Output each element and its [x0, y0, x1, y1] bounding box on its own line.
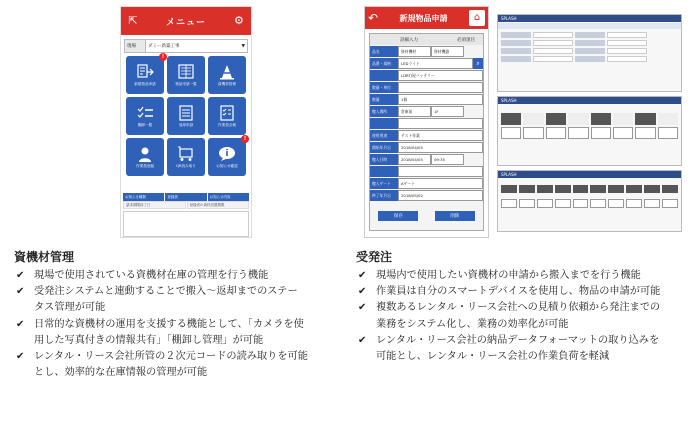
notice-cell: 請求期限終了日	[123, 201, 186, 209]
form-row	[370, 118, 483, 129]
field-label: 使用用途	[370, 130, 398, 141]
tile-return[interactable]	[167, 97, 205, 135]
field-input[interactable]	[398, 118, 483, 129]
worker-icon	[136, 146, 154, 162]
menu-tiles	[121, 53, 251, 176]
desktop-app-bar: SPLASH	[498, 171, 681, 178]
notice-table-row[interactable]	[123, 201, 249, 209]
field-select[interactable]: 資材機器	[431, 46, 464, 57]
notice-body	[123, 211, 249, 237]
notice-icon	[218, 146, 236, 162]
check-icon: ✔	[358, 286, 367, 298]
desktop-list-grid	[498, 182, 681, 196]
field-input[interactable]	[398, 166, 483, 177]
form-row	[370, 190, 483, 201]
tile-label: 物品申請一覧	[175, 81, 197, 86]
field-label	[370, 166, 398, 177]
field-label: 搬入ゲート	[370, 178, 398, 189]
notice-col-header: お知らせ内容	[208, 193, 249, 201]
exit-icon[interactable]: ⇱	[128, 14, 138, 27]
section-heading: 資機材管理	[14, 250, 75, 264]
tile-label: 作業員点検	[218, 122, 236, 127]
field-select[interactable]: Aゲート	[398, 178, 483, 189]
new-request-icon	[136, 64, 154, 80]
section-equipment-management	[14, 248, 344, 381]
feature-item: ✔ 現場で使用されている資機材在庫の管理を行う機能	[14, 268, 344, 284]
desktop-screenshot-list	[497, 170, 682, 232]
return-icon	[177, 105, 195, 121]
desktop-app-bar: SPLASH	[498, 97, 681, 104]
check-icon: ✔	[358, 270, 367, 281]
menu-header	[121, 7, 251, 35]
desktop-table-grid	[498, 110, 681, 142]
request-form	[369, 33, 484, 231]
alert-badge: !	[241, 135, 249, 143]
feature-item: ✔ 現場内で使用したい資機材の申請から搬入までを行う機能	[356, 268, 696, 284]
notice-table-header	[123, 193, 249, 201]
field-label: 終了年月日	[370, 190, 398, 201]
check-icon: ✔	[16, 318, 25, 330]
request-header	[365, 7, 488, 29]
date-input[interactable]: 2018/04/05	[398, 142, 483, 153]
tile-label: お知らせ確認	[216, 163, 238, 168]
desktop-app-bar: SPLASH	[498, 15, 681, 22]
request-title: 新規物品申請	[399, 13, 448, 23]
site-label: 現場	[124, 39, 146, 53]
feature-item: ✔ レンタル・リース会社の納品データフォーマットの取り込みを 可能とし、レンタル・リース会社の作業負荷を軽減	[358, 334, 660, 363]
search-icon[interactable]: ⌕	[473, 58, 483, 69]
field-input[interactable]: LEDライト	[398, 58, 473, 69]
delete-button[interactable]: 削除	[435, 211, 475, 221]
required-note: 必須項目	[457, 37, 475, 43]
tile-checklist[interactable]	[208, 97, 246, 135]
tile-label: 新規物品申請	[134, 81, 156, 86]
field-label: 品番・規格	[370, 58, 398, 69]
tile-label: 棚卸一覧	[137, 122, 153, 127]
tile-notice[interactable]	[208, 138, 246, 176]
field-label: 開始年月日	[370, 142, 398, 153]
field-select[interactable]: 1個	[398, 94, 483, 105]
tile-equipment[interactable]	[208, 56, 246, 94]
field-label: 搬入日時	[370, 154, 398, 165]
form-row	[370, 142, 483, 153]
check-icon: ✔	[16, 286, 25, 298]
check-icon: ✔	[358, 302, 367, 314]
inventory-list-icon	[136, 105, 154, 121]
desktop-screenshot-form	[497, 14, 682, 92]
save-button[interactable]: 保存	[378, 211, 418, 221]
time-input[interactable]: 09:35	[431, 154, 464, 165]
chevron-down-icon: ▼	[241, 43, 245, 49]
field-label: 数量	[370, 94, 398, 105]
request-list-icon	[177, 64, 195, 80]
cart-qr-icon	[177, 146, 195, 162]
field-label	[370, 70, 398, 81]
checklist-icon	[218, 105, 236, 121]
tile-inventory-list[interactable]	[126, 97, 164, 135]
tile-label: QR読み取り	[176, 163, 196, 168]
menu-app-screenshot	[120, 6, 252, 238]
notice-table	[123, 193, 249, 237]
section-heading: 受発注	[356, 250, 393, 264]
field-label: 数量・単位	[370, 82, 398, 93]
desktop-list-rows	[498, 196, 681, 211]
feature-item: ✔ 日常的な資機材の運用を支援する機能として、「カメラを使 用した写真付きの情報共有」「棚卸し管理」が可能	[16, 318, 304, 346]
back-arrow-icon[interactable]: ↶	[368, 11, 379, 25]
form-buttons	[370, 211, 483, 221]
tile-worker[interactable]	[126, 138, 164, 176]
form-subheader: 詳細入力	[400, 37, 418, 43]
feature-item: ✔ 作業員は自分のスマートデバイスを使用し、物品の申請が可能	[356, 284, 696, 300]
alert-badge: !	[159, 53, 167, 61]
field-input[interactable]: LDRT/屋バッテリー	[398, 70, 483, 81]
notice-col-header: お知らせ種類	[123, 193, 164, 201]
field-label	[370, 118, 398, 129]
form-row	[370, 154, 483, 165]
field-input[interactable]: テスト作業	[398, 130, 483, 141]
tile-label: 作業員登録	[136, 163, 154, 168]
home-icon[interactable]: ⌂	[469, 10, 485, 26]
gear-icon[interactable]: ⚙	[234, 14, 244, 27]
form-row	[370, 70, 483, 81]
section-ordering	[356, 248, 696, 365]
desktop-form-grid	[498, 29, 681, 65]
feature-item: ✔ 受発注システムと連動することで搬入～返却までのステー タス管理が可能	[16, 286, 298, 314]
menu-title: メニュー	[165, 17, 206, 28]
site-value: ダミー新築工事	[148, 44, 180, 49]
feature-item: ✔ 複数あるレンタル・リース会社への見積り依頼から発注までの 業務をシステム化し、業務の効率化が可能	[358, 302, 661, 330]
form-row	[370, 58, 483, 69]
tile-new-request[interactable]	[126, 56, 164, 94]
form-row	[370, 130, 483, 141]
check-icon: ✔	[16, 270, 25, 281]
desktop-screenshot-table	[497, 96, 682, 166]
form-row	[370, 178, 483, 189]
equipment-cone-icon	[218, 64, 236, 80]
check-icon: ✔	[16, 351, 25, 363]
date-input[interactable]: 2018/04/05	[398, 154, 431, 165]
form-row	[370, 166, 483, 177]
field-select[interactable]: 倉庫前	[398, 106, 431, 117]
field-select[interactable]: 1F	[431, 106, 464, 117]
tile-label: 返却申請	[178, 122, 194, 127]
tile-label: 資機材管理	[218, 81, 236, 86]
notice-col-header: 登録者	[165, 193, 206, 201]
field-label: 搬入場所	[370, 106, 398, 117]
feature-list	[356, 268, 696, 365]
form-row	[370, 46, 483, 57]
field-select[interactable]: 資材機材	[398, 46, 431, 57]
form-row	[370, 94, 483, 105]
field-label: 品名	[370, 46, 398, 57]
form-row	[370, 82, 483, 93]
tile-request-list[interactable]	[167, 56, 205, 94]
date-input[interactable]: 2018/05/02	[398, 190, 483, 201]
check-icon: ✔	[358, 334, 367, 346]
tile-qr[interactable]	[167, 138, 205, 176]
notice-cell: 登録者の資料設置期限	[187, 201, 250, 209]
feature-item: ✔ レンタル・リース会社所管の２次元コードの読み取りを可能 とし、効率的な在庫情報の管理が可能	[16, 351, 308, 379]
site-selector[interactable]	[124, 39, 248, 53]
feature-list	[14, 268, 344, 381]
form-row	[370, 106, 483, 117]
field-input[interactable]	[398, 82, 483, 93]
request-app-screenshot	[364, 6, 489, 238]
